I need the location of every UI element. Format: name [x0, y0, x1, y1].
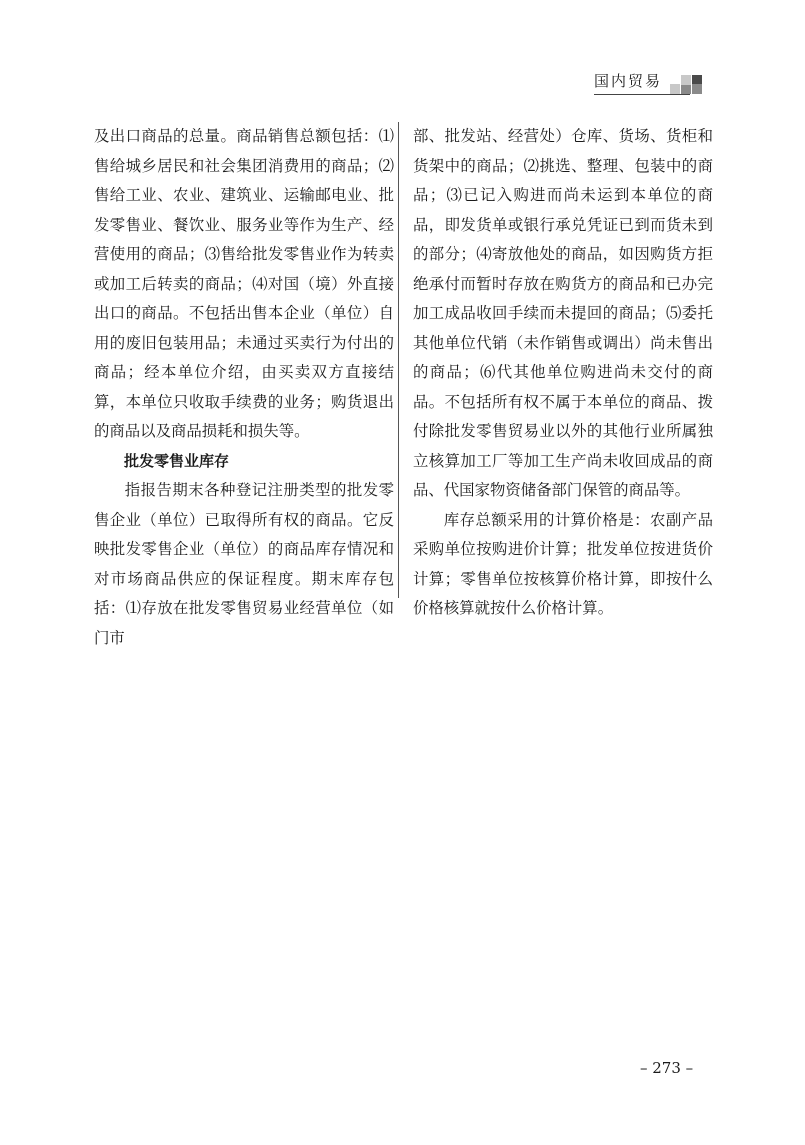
left-column — [94, 122, 394, 653]
header-decoration — [670, 75, 704, 94]
page-number: – 273 – — [640, 1059, 694, 1077]
right-paragraph-1: 部、批发站、经营处）仓库、货场、货柜和货架中的商品；⑵挑选、整理、包装中的商品；⑶已记入购进而尚未运到本单位的商品，即发货单或银行承兑凭证已到而货未到的部分；⑷寄放他处的商品，如因购货方拒绝承付而暂时存放在购货方的商品和已办完加工成品收回手续而未提回的商品；⑸委托其他单位代销（未作销售或调出）尚未售出的商品；⑹代其他单位购进尚未交付的商品。不包括所有权不属于本单位的商品、拨付除批发零售贸易业以外的其他行业所属独立核算加工厂等加工生产尚未收回成品的商品、代国家物资储备部门保管的商品等。 — [413, 127, 713, 499]
decor-square — [670, 84, 680, 94]
section-heading: 批发零售业库存 — [124, 451, 230, 470]
right-paragraph-2: 库存总额采用的计算价格是：农副产品采购单位按购进价计算；批发单位按进货价计算；零售单位按核算价格计算，即按什么价格核算就按什么价格计算。 — [413, 510, 713, 617]
left-paragraph-1: 及出口商品的总量。商品销售总额包括：⑴售给城乡居民和社会集团消费用的商品；⑵售给工业、农业、建筑业、运输邮电业、批发零售业、餐饮业、服务业等作为生产、经营使用的商品；⑶售给批发零售业作为转卖或加工后转卖的商品；⑷对国（境）外直接出口的商品。不包括出售本企业（单位）自用的废旧包装用品；未通过买卖行为付出的商品；经本单位介绍，由买卖双方直接结算，本单位只收取手续费的业务；购货退出的商品以及商品损耗和损失等。 — [94, 127, 394, 440]
decor-square — [681, 84, 691, 94]
header-title: 国内贸易 — [594, 72, 663, 90]
running-header — [565, 70, 705, 100]
decor-square — [692, 84, 702, 94]
column-divider — [398, 122, 399, 598]
right-column — [413, 122, 713, 624]
header-rule — [594, 94, 690, 95]
left-paragraph-2: 指报告期末各种登记注册类型的批发零售企业（单位）已取得所有权的商品。它反映批发零售企业（单位）的商品库存情况和对市场商品供应的保证程度。期末库存包括：⑴存放在批发零售贸易业经营单位（如门市 — [94, 481, 394, 647]
decor-square — [681, 75, 691, 85]
